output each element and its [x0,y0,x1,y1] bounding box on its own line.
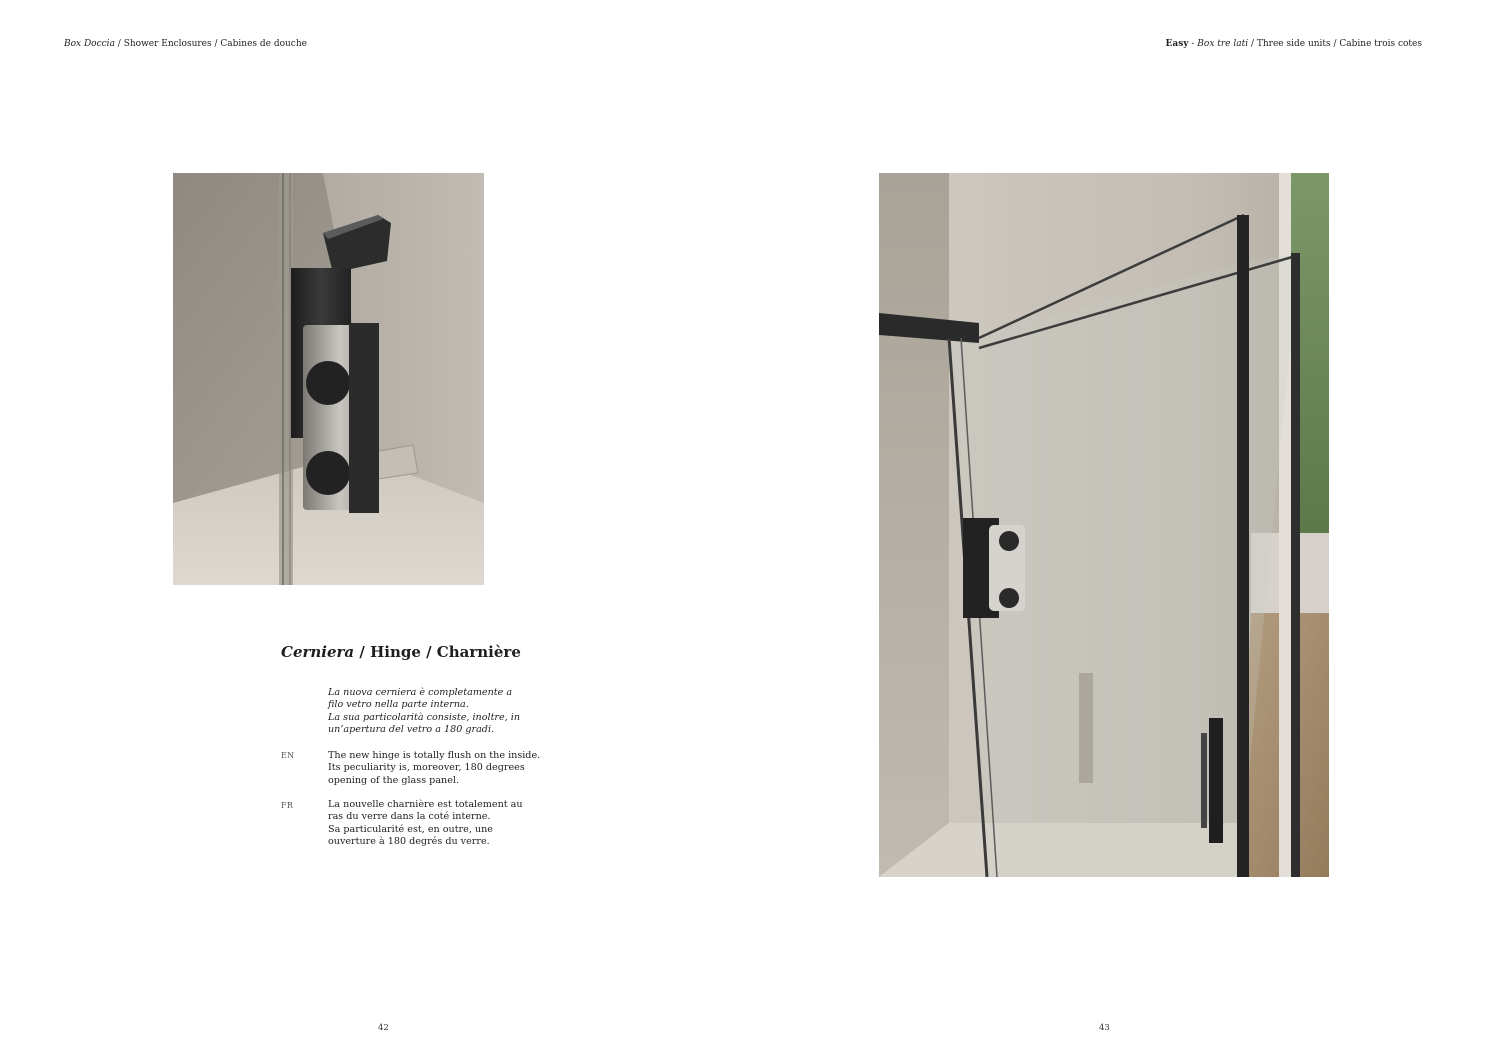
english-paragraph [328,750,540,787]
french-line: Sa particularité est, en outre, une [328,823,493,835]
section-title-italian: Cerniera [281,643,355,661]
section-title-rest: / Hinge / Charnière [354,643,521,661]
header-right-rest: / Three side units / Cabine trois cotes [1248,39,1422,49]
italian-line: La nuova cerniera è completamente a [328,687,513,698]
french-paragraph [328,799,523,849]
section-title [281,643,521,661]
running-header-left [64,39,307,49]
italian-line: filo vetro nella parte interna. [328,699,469,711]
italian-line: La sua particolarità consiste, inoltre, in [328,711,521,723]
french-line: La nouvelle charnière est totalement au [328,799,523,810]
page-number-left: 42 [378,1023,389,1033]
header-right-italic: Box tre lati [1197,39,1249,49]
french-line: ouverture à 180 degrés du verre. [328,836,490,848]
header-left-italic: Box Doccia [64,39,115,49]
english-line: opening of the glass panel. [328,774,460,786]
running-header-right [1166,39,1422,49]
english-label: EN [281,751,295,760]
italian-line: un’apertura del vetro a 180 gradi. [328,724,495,736]
english-line: The new hinge is totally flush on the inside. [328,750,541,761]
italian-paragraph [328,687,520,737]
english-line: Its peculiarity is, moreover, 180 degrees [328,762,525,774]
header-right-bold: Easy [1165,39,1189,49]
enclosure-photo [879,173,1329,877]
header-left-rest: / Shower Enclosures / Cabines de douche [114,39,307,49]
hinge-closeup-photo [173,173,484,585]
french-label: FR [281,801,294,810]
french-line: ras du verre dans la coté interne. [328,811,491,823]
page-number-right: 43 [1099,1023,1110,1033]
header-right-dash: - [1188,39,1198,49]
